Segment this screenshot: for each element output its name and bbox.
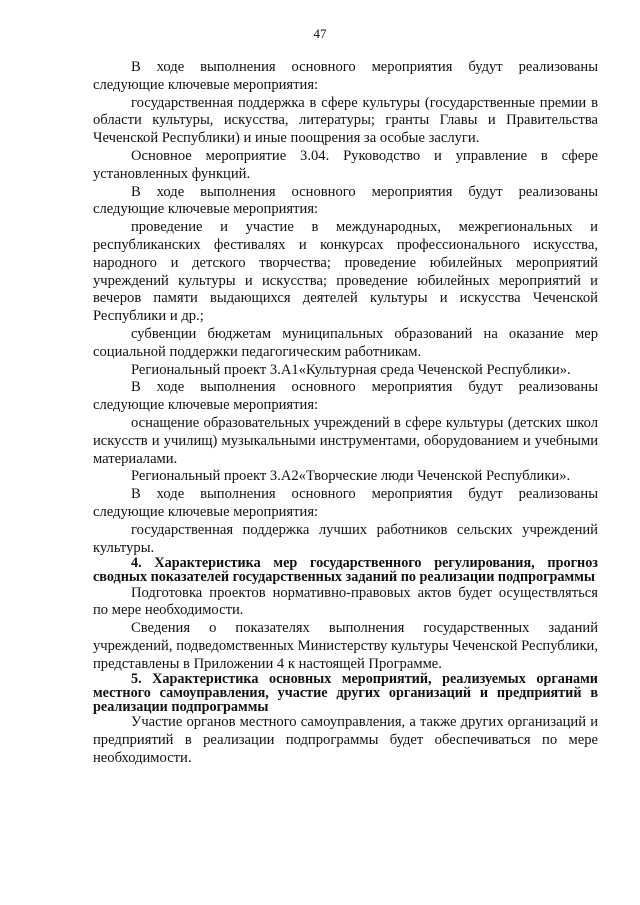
section-5-heading: 5. Характеристика основных мероприятий, реализуемых органами местного самоуправления, участие других организаций и предприятий в реализации подпрограммы bbox=[93, 671, 598, 715]
paragraph: субвенции бюджетам муниципальных образований на оказание мер социальной поддержки педагогическим работникам. bbox=[93, 325, 598, 360]
paragraph: Региональный проект 3.А1«Культурная среда Чеченской Республики». bbox=[131, 361, 571, 378]
paragraph: оснащение образовательных учреждений в сфере культуры (детских школ искусств и училищ) музыкальными инструментами, оборудованием и учебными материалами. bbox=[93, 414, 598, 467]
paragraph: Участие органов местного самоуправления, а также других организаций и предприятий в реализации подпрограммы будет обеспечиваться по мере необходимости. bbox=[93, 714, 598, 766]
paragraph: Подготовка проектов нормативно-правовых актов будет осуществляться по мере необходимости. bbox=[93, 584, 598, 619]
section-4-heading: 4. Характеристика мер государственного регулирования, прогноз сводных показателей государственных заданий по реализации подпрограммы bbox=[93, 555, 598, 585]
paragraph: Региональный проект 3.А2«Творческие люди Чеченской Республики». bbox=[131, 468, 571, 485]
paragraph: государственная поддержка в сфере культуры (государственные премии в области культуры, искусства, литературы; гранты Главы и Правительства Чеченской Республики) и иные поощрения за особые заслуги. bbox=[93, 94, 598, 147]
paragraph: В ходе выполнения основного мероприятия будут реализованы следующие ключевые мероприятия: bbox=[93, 183, 598, 218]
paragraph: Сведения о показателях выполнения государственных заданий учреждений, подведомственных Министерству культуры Чеченской Республики, представлены в Приложении 4 к настоящей Программе. bbox=[93, 620, 598, 672]
paragraph: В ходе выполнения основного мероприятия будут реализованы следующие ключевые мероприятия: bbox=[93, 486, 598, 520]
paragraph: Основное мероприятие 3.04. Руководство и управление в сфере установленных функций. bbox=[93, 147, 598, 182]
paragraph: В ходе выполнения основного мероприятия будут реализованы следующие ключевые мероприятия: bbox=[93, 379, 598, 414]
document-body bbox=[93, 59, 598, 768]
paragraph: В ходе выполнения основного мероприятия будут реализованы следующие ключевые мероприятия: bbox=[93, 59, 598, 93]
page-number: 47 bbox=[313, 26, 327, 41]
paragraph: проведение и участие в международных, межрегиональных и республиканских фестивалях и конкурсах профессионального искусства, народного и детского творчества; проведение юбилейных мероприятий учреждений культуры и искусства; проведение юбилейных мероприятий и вечеров памяти выдающихся деятелей культуры и искусства Чеченской Республики и др.; bbox=[93, 219, 598, 325]
paragraph: государственная поддержка лучших работников сельских учреждений культуры. bbox=[93, 521, 598, 556]
